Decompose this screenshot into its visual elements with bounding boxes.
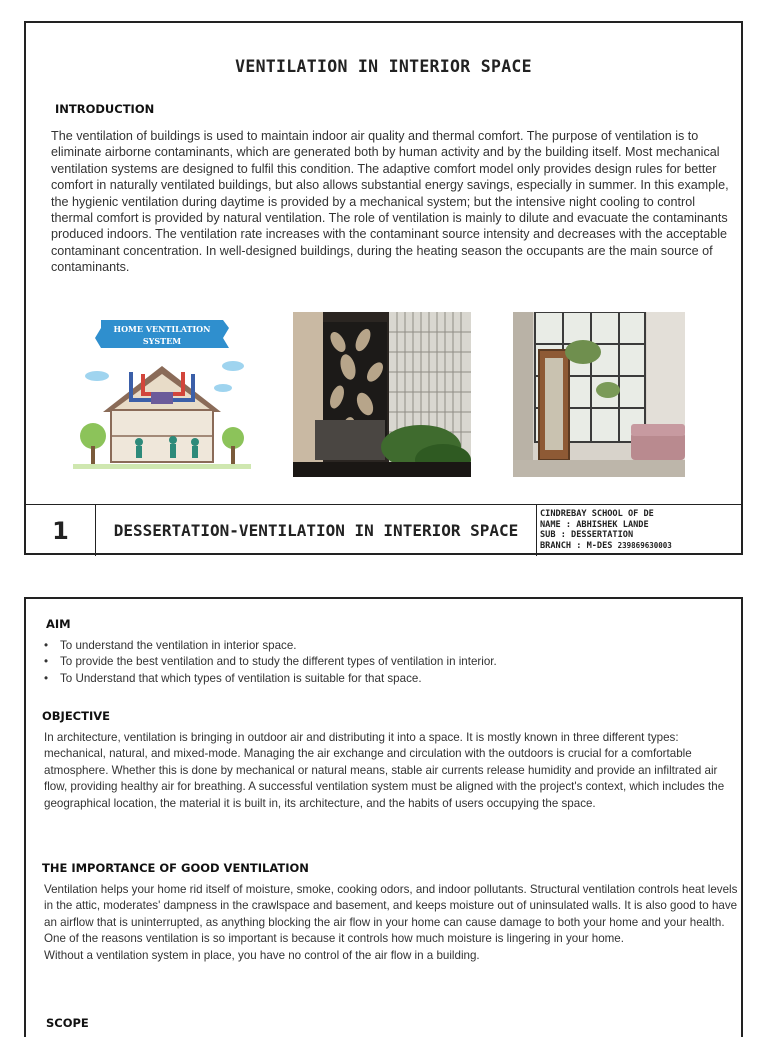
title-block — [26, 504, 741, 556]
author-info — [540, 509, 740, 551]
importance-heading: THE IMPORTANCE OF GOOD VENTILATION — [42, 861, 309, 875]
svg-text:SYSTEM: SYSTEM — [142, 336, 182, 346]
objective-heading: OBJECTIVE — [42, 709, 110, 723]
importance-text — [44, 882, 739, 964]
screen-interior-image — [293, 312, 471, 477]
importance-paragraph: Ventilation helps your home rid itself of moisture, smoke, cooking odors, and indoor pollutants. Structural ventilation controls heat levels in the attic, moderates' dampness in the crawlspace and basement, and keeps moisture out of uninsulated walls. It is also good to have an airflow that is uninterrupted, as anything blocking the air flow in your home can cause damage to both your home and your health. One of the reasons ventilation is so important is because it controls how much moisture is lingering in your home. — [44, 883, 738, 946]
list-item: • To provide the best ventilation and to study the different types of ventilation in interior. — [42, 654, 497, 670]
introduction-heading: INTRODUCTION — [55, 102, 155, 116]
aim-heading: AIM — [46, 617, 71, 631]
page-title: VENTILATION IN INTERIOR SPACE — [235, 57, 532, 76]
page-2 — [24, 597, 743, 1037]
scope-heading: SCOPE — [46, 1016, 89, 1030]
objective-text: In architecture, ventilation is bringing in outdoor air and distributing it into a space. It is mostly known in three different types: mechanical, natural, and mixed-mode. Managing the air exchange and circulation with the outdoors is crucial for a comfortable atmosphere. Whether this is done by mechanical or natural means, stable air currents release humidity and provide an infiltrated air flow, providing healthy air for breathing. A successful ventilation system must be aligned with the project's context, which includes the geographical location, the material it is built in, its architecture, and the habits of users occupying the space. — [44, 731, 725, 810]
school-name: CINDREBAY SCHOOL OF DE — [540, 509, 654, 519]
ventilation-diagram-illustration — [73, 314, 251, 477]
list-item: • To understand the ventilation in interior space. — [42, 638, 497, 654]
list-item: • To Understand that which types of ventilation is suitable for that space. — [42, 671, 497, 687]
glazed-interior-photo — [513, 312, 685, 477]
branch-line — [540, 541, 740, 552]
subject-line: SUB : DESSERTATION — [540, 530, 634, 541]
perforated-screen-photo — [293, 312, 471, 477]
home-ventilation-diagram — [73, 314, 251, 477]
aim-list — [42, 638, 497, 687]
importance-paragraph: Without a ventilation system in place, you have no control of the air flow in a building. — [44, 948, 480, 962]
page-number: 1 — [26, 505, 96, 556]
svg-text:HOME VENTILATION: HOME VENTILATION — [113, 324, 211, 334]
branch-label: BRANCH : M-DES — [540, 540, 613, 551]
glazed-interior-image — [513, 312, 685, 477]
footer-title: DESSERTATION-VENTILATION IN INTERIOR SPACE — [96, 505, 537, 556]
introduction-text: The ventilation of buildings is used to maintain indoor air quality and thermal comfort. The purpose of ventilation is to eliminate airborne contaminants, which are generated both by human activity and by the building itself. Most mechanical ventilation systems are designed to fulfil this condition. The adaptive comfort model only provides design rules for better comfort in naturally ventilated buildings, but also allows substantial energy savings, especially in summer. In this example, the hygienic ventilation during daytime is provided by a mechanical system; but the intensive night cooling to control thermal comfort is provided by natural ventilation. The role of ventilation is mainly to dilute and evacuate the contaminants produced indoors. The ventilation rate increases with the contaminant source intensity and decreases with the acceptable contaminant concentration. In well-designed buildings, during the heating season the occupants are the main source of contaminants. — [51, 129, 729, 275]
author-name: NAME : ABHISHEK LANDE — [540, 519, 649, 530]
id-number: 239869630003 — [617, 540, 672, 550]
page-1 — [24, 21, 743, 555]
